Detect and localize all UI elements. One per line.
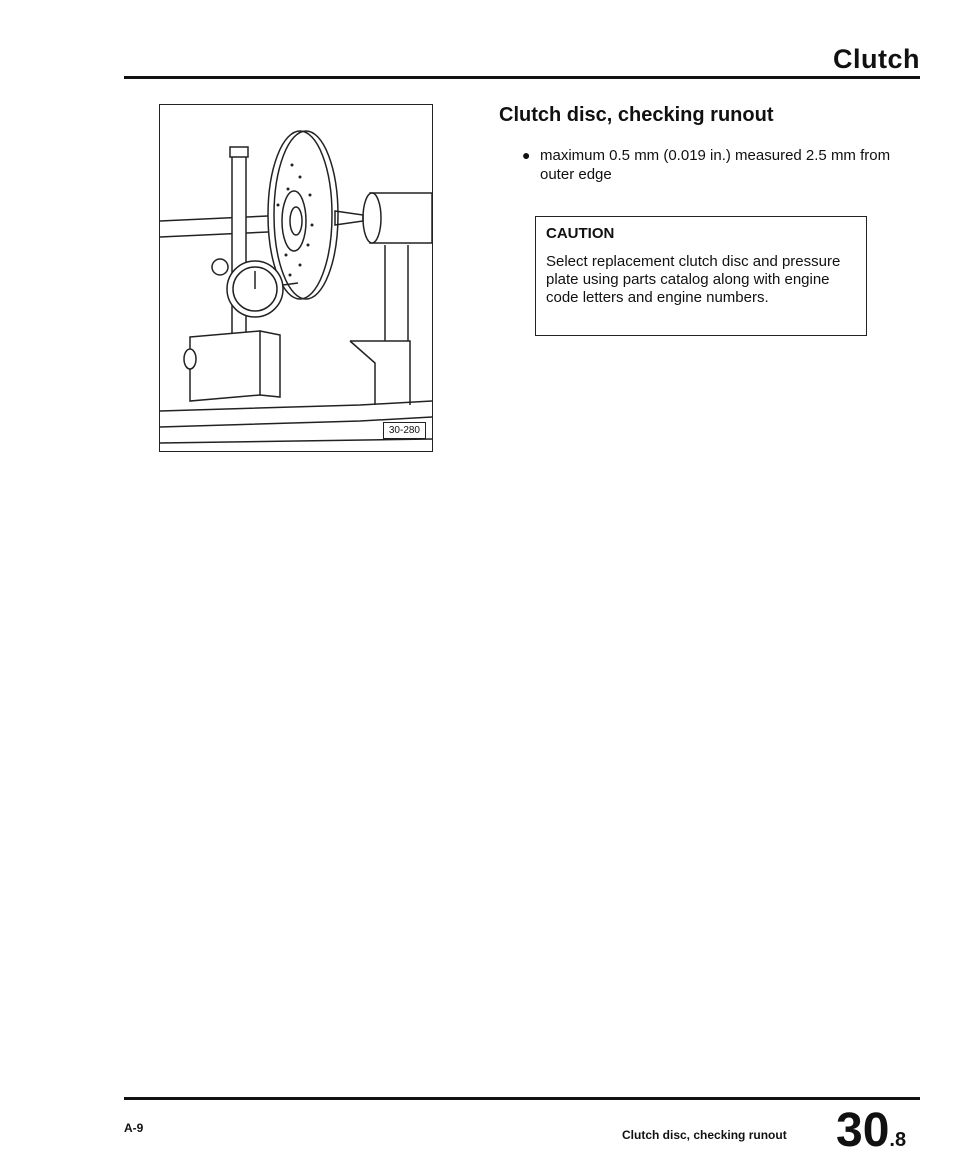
- spec-bullet: [522, 146, 900, 184]
- caution-box: [535, 216, 867, 336]
- figure-label: 30-280: [383, 422, 426, 439]
- bullet-text: maximum 0.5 mm (0.019 in.) measured 2.5 mm from outer edge: [540, 147, 891, 183]
- bottom-rule: [124, 1097, 920, 1100]
- section-title: Clutch: [833, 44, 920, 74]
- bullet-dot-icon: ●: [522, 147, 531, 163]
- caution-title: CAUTION: [546, 225, 615, 242]
- runout-measurement-illustration: [160, 105, 432, 451]
- illustration-figure: [159, 104, 433, 452]
- page-number: [836, 1101, 906, 1170]
- page-number-major: 30: [836, 1104, 890, 1157]
- footer-caption: Clutch disc, checking runout: [622, 1128, 787, 1142]
- page-reference: A-9: [124, 1121, 144, 1135]
- page-heading: Clutch disc, checking runout: [499, 104, 774, 126]
- caution-body: Select replacement clutch disc and pressure plate using parts catalog along with engine code letters and engine numbers.: [546, 253, 841, 306]
- top-rule: [124, 76, 920, 79]
- page-number-minor: .8: [889, 1129, 907, 1151]
